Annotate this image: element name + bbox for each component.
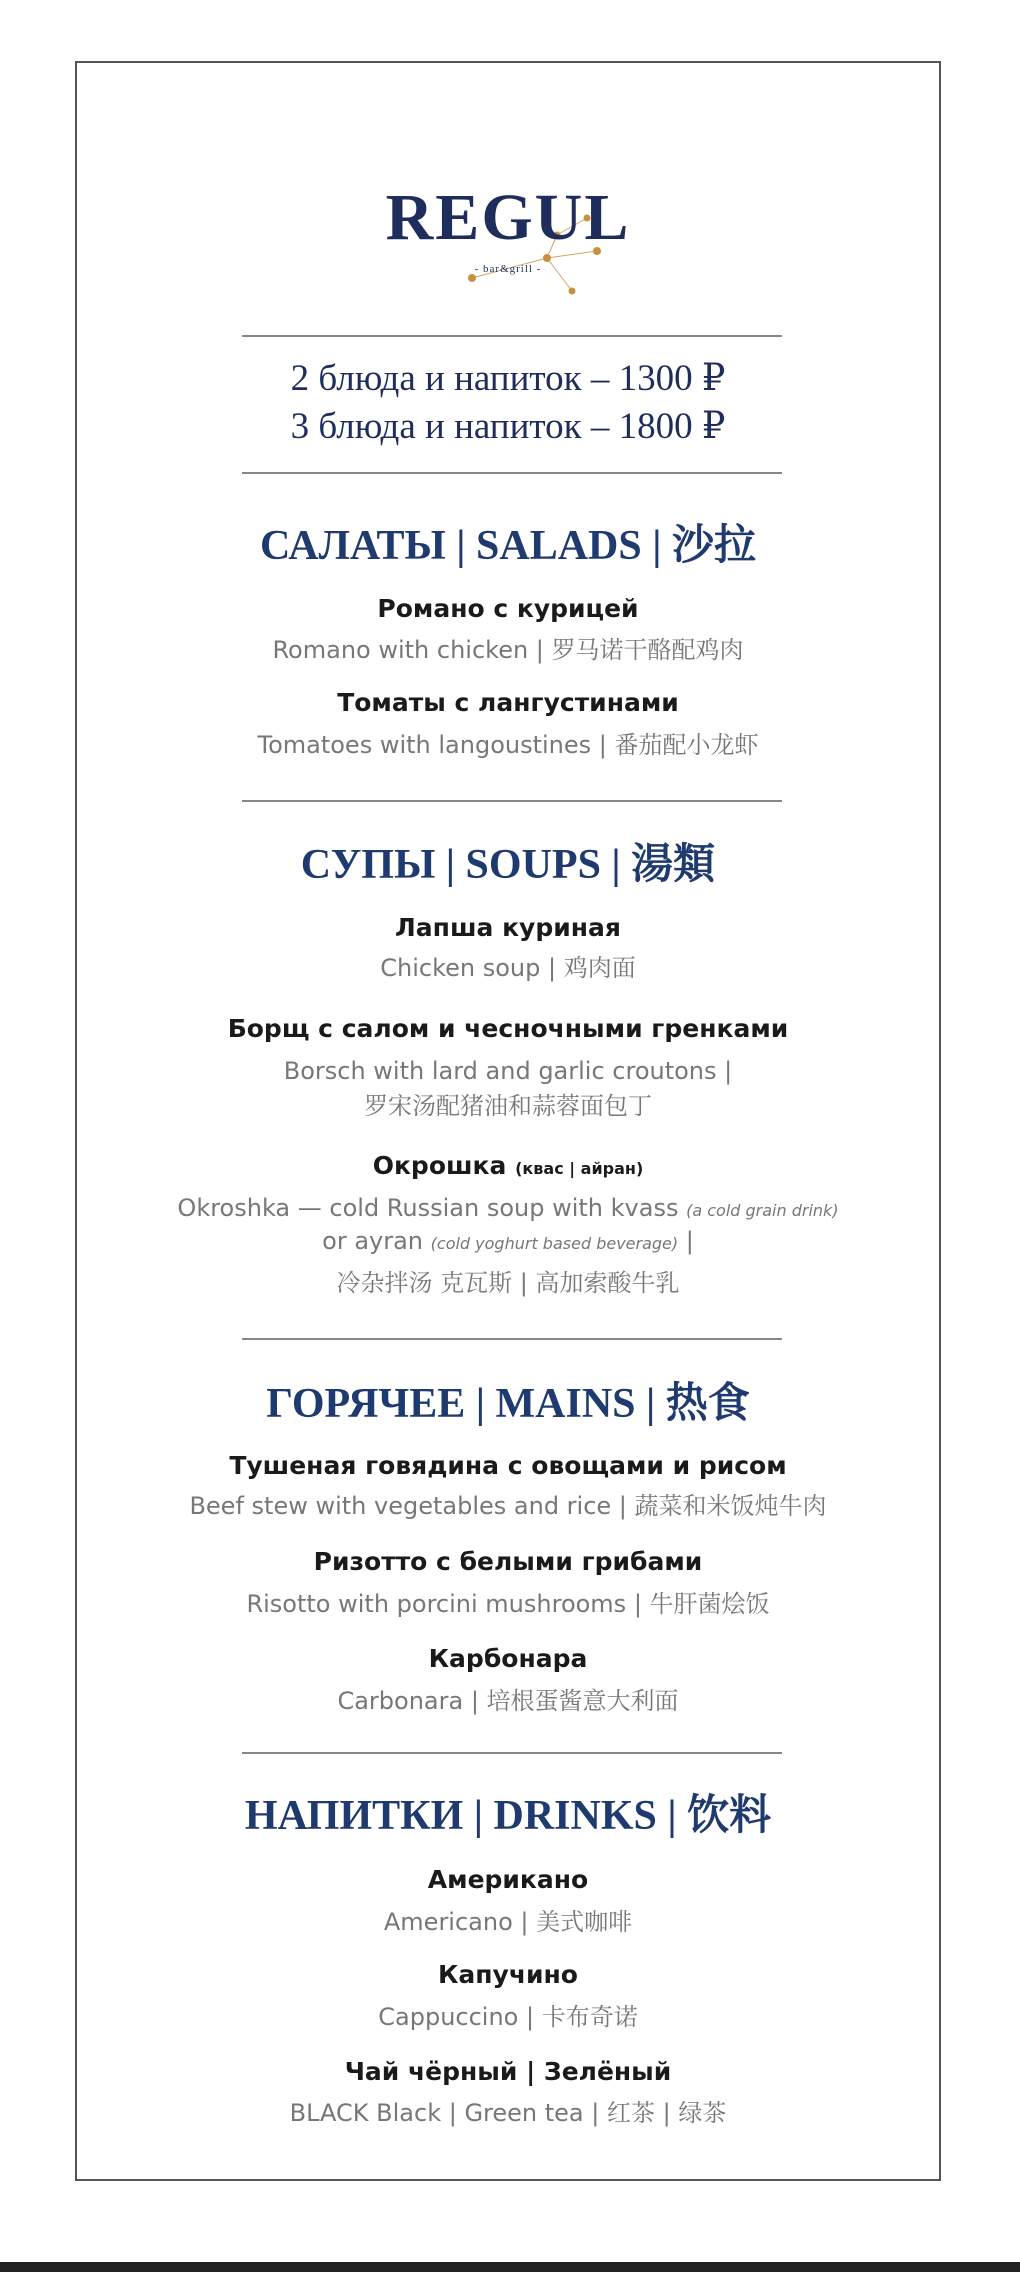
price-line: 2 блюда и напиток – 1300 ₽ bbox=[290, 358, 726, 399]
menu-card bbox=[75, 61, 941, 2181]
dish-description: Beef stew with vegetables and rice | 蔬菜和米饭炖牛肉 bbox=[189, 1492, 827, 1520]
divider bbox=[242, 335, 782, 337]
dish-name: Американо bbox=[427, 1865, 589, 1894]
dish-name: Романо с курицей bbox=[377, 594, 639, 623]
dish-description-text: | bbox=[685, 1227, 694, 1255]
dish-name: Томаты с лангустинами bbox=[337, 688, 679, 717]
price-line: 3 блюда и напиток – 1800 ₽ bbox=[290, 406, 726, 447]
section-title-salads: САЛАТЫ | SALADS | 沙拉 bbox=[260, 523, 756, 569]
dish-description: Romano with chicken | 罗马诺干酪配鸡肉 bbox=[272, 636, 744, 664]
logo-tagline: - bar&grill - bbox=[474, 263, 542, 275]
divider bbox=[242, 800, 782, 802]
divider bbox=[242, 1752, 782, 1754]
dish-description: 罗宋汤配猪油和蒜蓉面包丁 bbox=[364, 1092, 652, 1120]
dish-description: Borsch with lard and garlic croutons | bbox=[283, 1057, 733, 1085]
dish-description: Tomatoes with langoustines | 番茄配小龙虾 bbox=[257, 731, 759, 759]
dish-description: 冷杂拌汤 克瓦斯 | 高加索酸牛乳 bbox=[336, 1269, 680, 1297]
divider bbox=[242, 1338, 782, 1340]
dish-description-note: (cold yoghurt based beverage) bbox=[430, 1234, 679, 1253]
dish-name-text: Окрошка bbox=[372, 1151, 507, 1180]
dish-description bbox=[77, 1229, 939, 1253]
dish-description-text: Okroshka — cold Russian soup with kvass bbox=[177, 1194, 679, 1222]
dish-description bbox=[77, 1196, 939, 1220]
section-title-soups: СУПЫ | SOUPS | 湯類 bbox=[300, 842, 716, 888]
dish-name bbox=[77, 1153, 939, 1178]
bottom-edge-bar bbox=[0, 2262, 1020, 2272]
dish-description: Carbonara | 培根蛋酱意大利面 bbox=[337, 1687, 679, 1715]
dish-description-note: (a cold grain drink) bbox=[686, 1201, 839, 1220]
dish-name: Чай чёрный | Зелёный bbox=[344, 2057, 672, 2086]
dish-description: BLACK Black | Green tea | 红茶 | 绿茶 bbox=[289, 2099, 727, 2127]
dish-description: Chicken soup | 鸡肉面 bbox=[380, 954, 636, 982]
dish-name: Капучино bbox=[437, 1960, 578, 1989]
dish-name: Тушеная говядина с овощами и рисом bbox=[229, 1451, 787, 1480]
dish-description: Cappuccino | 卡布奇诺 bbox=[378, 2003, 638, 2031]
dish-description: Risotto with porcini mushrooms | 牛肝菌烩饭 bbox=[246, 1590, 770, 1618]
divider bbox=[242, 472, 782, 474]
dish-description: Americano | 美式咖啡 bbox=[383, 1908, 633, 1936]
section-title-mains: ГОРЯЧЕЕ | MAINS | 热食 bbox=[266, 1381, 750, 1427]
dish-name: Карбонара bbox=[428, 1644, 588, 1673]
section-title-drinks: НАПИТКИ | DRINKS | 饮料 bbox=[244, 1793, 772, 1839]
dish-name-note: (квас | айран) bbox=[515, 1159, 644, 1178]
dish-name: Лапша куриная bbox=[395, 913, 621, 942]
logo-text: REGUL bbox=[385, 181, 631, 254]
dish-description-text: or ayran bbox=[322, 1227, 424, 1255]
dish-name: Ризотто с белыми грибами bbox=[313, 1547, 703, 1576]
dish-name: Борщ с салом и чесночными гренками bbox=[227, 1014, 789, 1043]
